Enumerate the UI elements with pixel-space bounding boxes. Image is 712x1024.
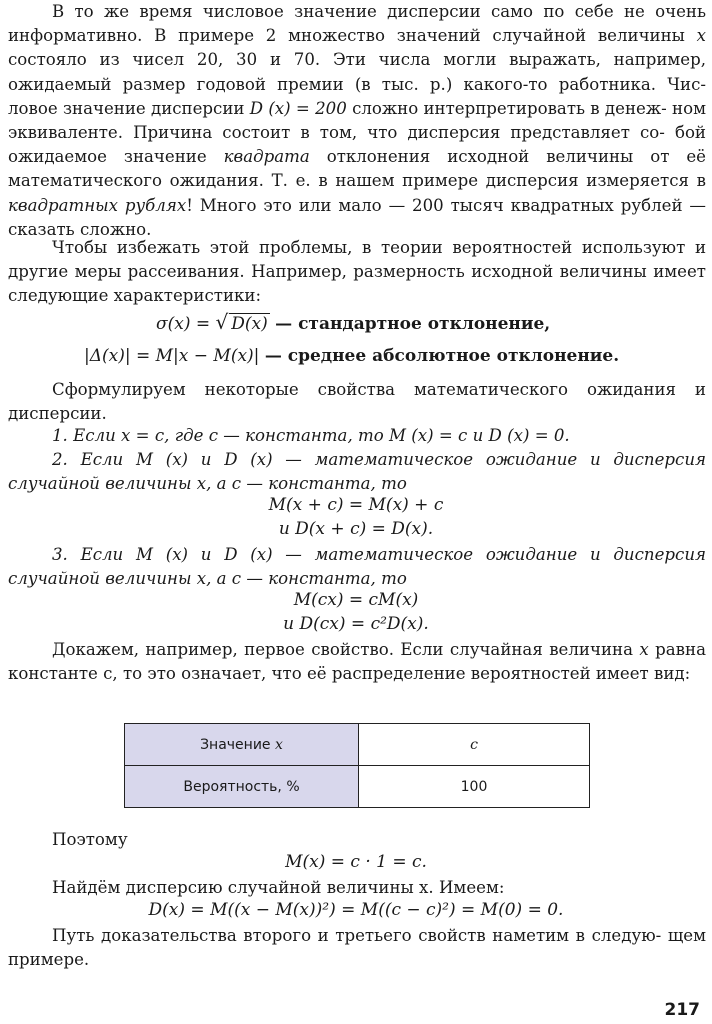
paragraph-properties-intro: Сформулируем некоторые свойства математического ожидания и дисперсии. (8, 380, 706, 424)
formula-expectation-constant: M(x) = c · 1 = c. (285, 852, 427, 872)
paragraph-next-example: Путь доказательства второго и третьего свойств наметим в следую- щем примере. (8, 926, 706, 970)
property-3: 3. Если M (x) и D (x) — математическое ожидание и дисперсия случайной величины x, а c — константа, то (8, 545, 706, 589)
page-number: 217 (664, 1000, 700, 1020)
paragraph-therefore: Поэтому (52, 830, 128, 849)
property-3-formula-1: M(cx) = cM(x) (293, 590, 419, 610)
formula-mean-absolute-deviation: |Δ(x)| = M|x − M(x)| — среднее абсолютное отклонение. (84, 346, 620, 366)
table-cell-value: c (359, 724, 590, 766)
paragraph-variance-informativeness: В то же время числовое значение дисперсии само по себе не очень информативно. В примере 2 множество значений случайной величины x состояло из чисел 20, 30 и 70. Эти числа могли выражать, например, ожидаемый размер годовой премии (в тыс. р.) какого-то работника. Чис- ловое значение дисперсии D (x) = 200 сложно интерпретировать в денеж- ном эквиваленте. Причина состоит в том, что дисперсия представляет со- бой ожидаемое значение квадрата отклонения исходной величины от её математического ожидания. Т. е. в нашем примере дисперсия измеряется в квадратных рублях! Много это или мало — 200 тысяч квадратных рублей — сказать сложно. (8, 2, 707, 239)
paragraph-find-variance: Найдём дисперсию случайной величины x. Имеем: (52, 878, 505, 897)
property-2-formula-2: и D(x + c) = D(x). (278, 519, 434, 539)
property-3-formula-2: и D(cx) = c²D(x). (283, 614, 429, 634)
formula-variance-constant: D(x) = M((x − M(x))²) = M((c − c)²) = M(0) = 0. (148, 900, 564, 920)
table-header-value: Значение x (125, 724, 359, 766)
table-row (125, 766, 590, 808)
sqrt-icon: √ (215, 310, 229, 334)
table-header-probability: Вероятность, % (125, 766, 359, 808)
distribution-table (124, 723, 590, 808)
paragraph-proof-intro: Докажем, например, первое свойство. Если случайная величина x равна константе c, то это означает, что её распределение вероятностей имеет вид: (8, 640, 706, 684)
paragraph-dispersion-measures: Чтобы избежать этой проблемы, в теории вероятностей используют и другие меры рассеивания. Например, размерность исходной величины имеет следующие характеристики: (8, 238, 706, 306)
table-cell-probability: 100 (359, 766, 590, 808)
property-2: 2. Если M (x) и D (x) — математическое ожидание и дисперсия случайной величины x, а c — константа, то (8, 450, 706, 494)
property-1: 1. Если x = c, где c — константа, то M (x) = c и D (x) = 0. (52, 426, 570, 445)
table-row (125, 724, 590, 766)
property-2-formula-1: M(x + c) = M(x) + c (268, 495, 444, 515)
formula-standard-deviation: σ(x) = √ D(x) — стандартное отклонение, (156, 310, 551, 334)
